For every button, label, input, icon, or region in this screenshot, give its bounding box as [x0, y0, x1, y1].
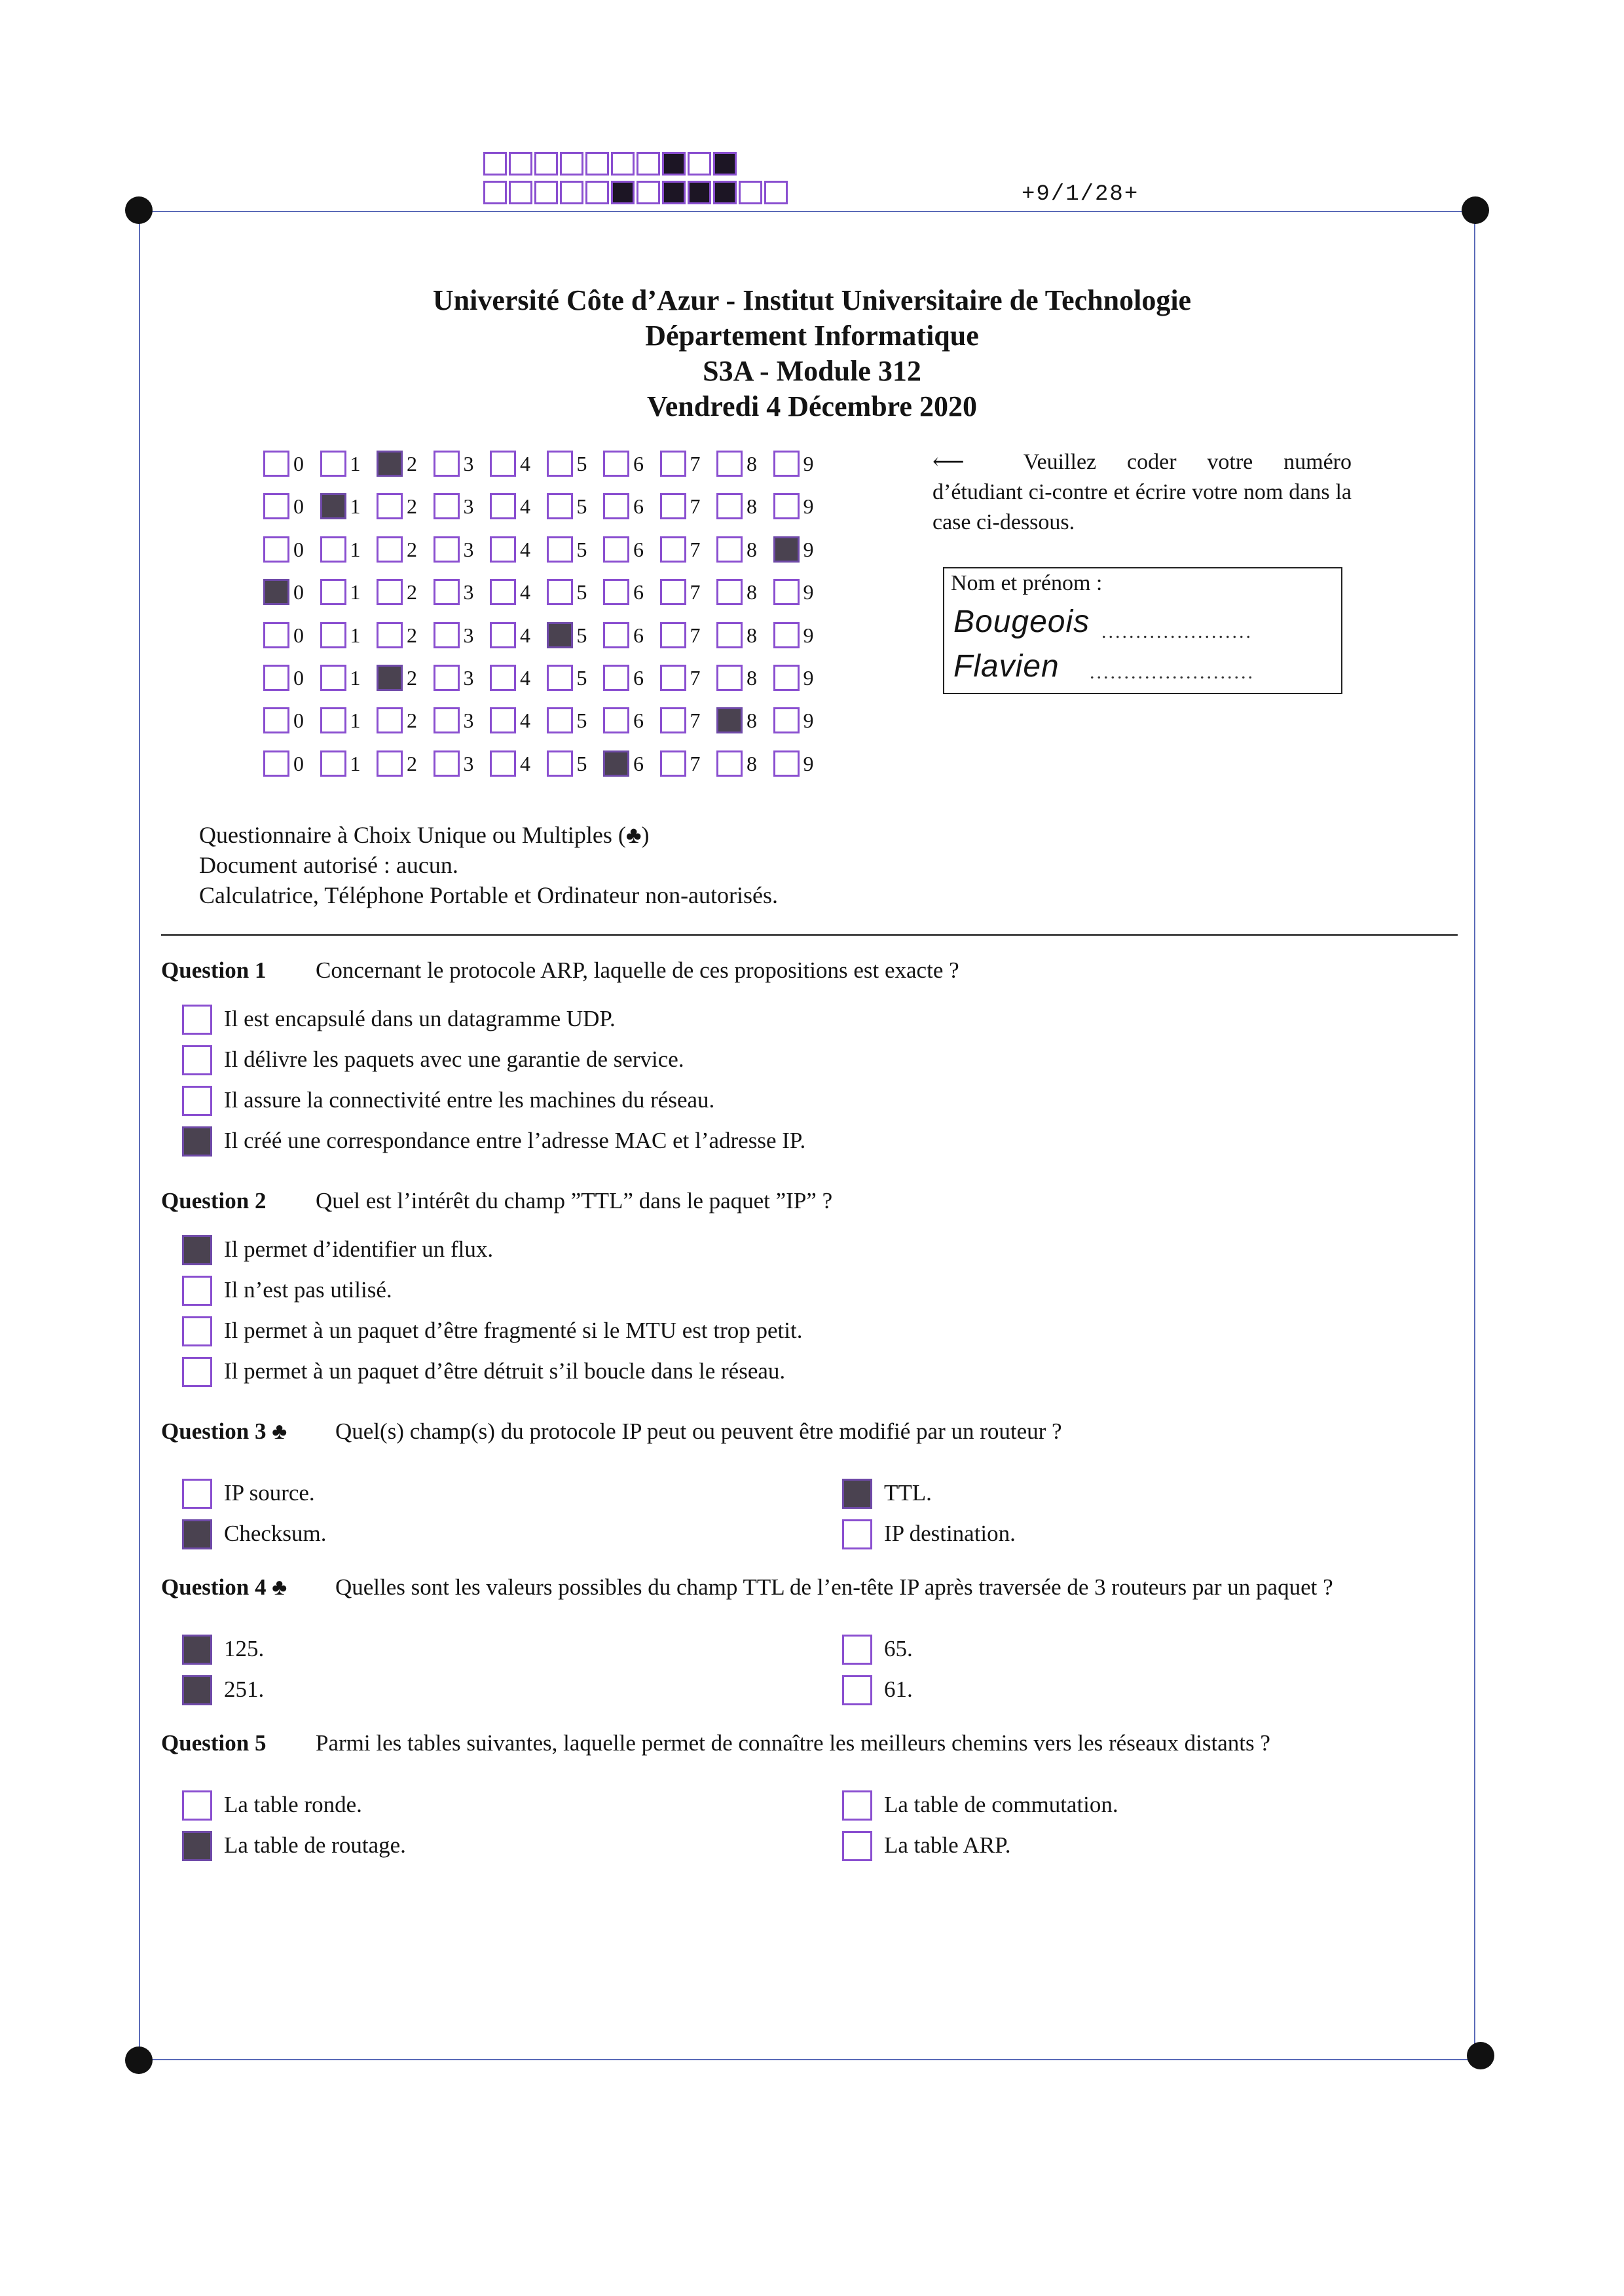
last-name-handwriting: Bougeois [953, 604, 1090, 639]
student-id-digit-label: 4 [520, 666, 530, 690]
binary-code-cell [662, 152, 686, 176]
student-id-digit-box[interactable] [773, 451, 800, 477]
answer-text: Il permet d’identifier un flux. [224, 1236, 494, 1262]
student-id-digit-label: 4 [520, 452, 530, 475]
student-id-digit-box[interactable] [716, 493, 743, 519]
student-id-digit-box[interactable] [773, 622, 800, 648]
student-id-digit-label: 7 [690, 494, 701, 519]
meta-line-3: Calculatrice, Téléphone Portable et Ordinateur non-autorisés. [199, 882, 779, 908]
student-id-digit-label: 9 [803, 494, 814, 519]
student-id-digit-label: 6 [633, 623, 644, 647]
student-id-digit-label: 0 [293, 751, 304, 775]
question-text: Concernant le protocole ARP, laquelle de ces propositions est exacte ? [316, 957, 959, 983]
student-id-digit-label: 6 [633, 709, 644, 733]
student-id-digit-box[interactable] [716, 536, 743, 563]
binary-code-cell [534, 152, 558, 176]
student-id-digit-label: 8 [747, 751, 757, 775]
student-id-digit-box[interactable] [490, 493, 516, 519]
student-id-digit-label: 1 [350, 580, 361, 604]
student-id-digit-box[interactable] [263, 536, 289, 563]
student-id-digit-label: 9 [803, 709, 814, 733]
student-id-digit-label: 4 [520, 537, 530, 561]
registration-mark-top-right [1462, 196, 1489, 224]
student-id-digit-label: 8 [747, 580, 757, 604]
answer-checkbox[interactable] [182, 1675, 212, 1705]
answer-text: La table ARP. [884, 1832, 1011, 1858]
page-code: +9/1/28+ [1022, 182, 1139, 207]
student-id-digit-label: 5 [576, 709, 587, 733]
student-id-digit-box[interactable] [490, 579, 516, 605]
student-id-digit-box[interactable] [660, 750, 686, 777]
student-id-digit-label: 6 [633, 751, 644, 775]
student-id-digit-label: 0 [293, 666, 304, 690]
student-id-digit-box[interactable] [716, 750, 743, 777]
student-id-digit-label: 8 [747, 494, 757, 519]
student-id-digit-label: 3 [463, 666, 474, 690]
question-text: Quel(s) champ(s) du protocole IP peut ou peuvent être modifié par un routeur ? [335, 1418, 1062, 1444]
binary-code-row [483, 181, 790, 204]
student-id-digit-label: 1 [350, 709, 361, 733]
student-id-digit-label: 0 [293, 452, 304, 475]
student-id-digit-label: 7 [690, 452, 701, 475]
student-id-digit-box[interactable] [660, 451, 686, 477]
student-id-digit-label: 1 [350, 452, 361, 475]
student-id-digit-label: 8 [747, 623, 757, 647]
question-label: Question 2 [161, 1188, 267, 1213]
answer-text: Checksum. [224, 1521, 327, 1546]
meta-line-1: Questionnaire à Choix Unique ou Multiples (♣) [199, 822, 650, 848]
student-id-digit-label: 9 [803, 537, 814, 561]
student-id-digit-box[interactable] [434, 536, 460, 563]
answer-text: Il délivre les paquets avec une garantie de service. [224, 1046, 684, 1072]
student-id-digit-box[interactable] [263, 451, 289, 477]
answer-checkbox[interactable] [842, 1635, 872, 1665]
student-id-digit-label: 1 [350, 494, 361, 519]
student-id-digit-label: 5 [576, 494, 587, 519]
student-id-digit-box[interactable] [660, 707, 686, 733]
answer-checkbox[interactable] [182, 1316, 212, 1346]
student-id-digit-box[interactable] [660, 579, 686, 605]
student-id-digit-box[interactable] [434, 622, 460, 648]
student-id-digit-box[interactable] [263, 493, 289, 519]
answer-text: La table de routage. [224, 1832, 406, 1858]
answer-checkbox[interactable] [842, 1479, 872, 1509]
answer-text: 65. [884, 1636, 913, 1661]
header-line-2: Département Informatique [645, 320, 979, 352]
student-id-digit-box[interactable] [377, 536, 403, 563]
meta-line-2: Document autorisé : aucun. [199, 852, 458, 878]
question-text: Parmi les tables suivantes, laquelle permet de connaître les meilleurs chemins vers les réseaux distants ? [316, 1730, 1270, 1756]
student-id-digit-label: 1 [350, 623, 361, 647]
answer-checkbox[interactable] [182, 1357, 212, 1387]
binary-code-cell [585, 152, 609, 176]
student-id-digit-box[interactable] [716, 707, 743, 733]
binary-code-cell [585, 181, 609, 204]
binary-code-cell [560, 181, 583, 204]
student-id-digit-box[interactable] [547, 451, 573, 477]
binary-code-cell [713, 152, 737, 176]
student-id-digit-box[interactable] [263, 579, 289, 605]
student-id-digit-box[interactable] [377, 451, 403, 477]
answer-text: 125. [224, 1636, 265, 1661]
student-id-digit-label: 3 [463, 452, 474, 475]
binary-code-cell [688, 181, 711, 204]
answer-checkbox[interactable] [182, 1126, 212, 1157]
student-id-digit-label: 8 [747, 537, 757, 561]
student-id-digit-box[interactable] [377, 622, 403, 648]
student-id-digit-label: 2 [407, 623, 417, 647]
student-id-digit-label: 2 [407, 709, 417, 733]
question-text: Quel est l’intérêt du champ ”TTL” dans le paquet ”IP” ? [316, 1188, 833, 1213]
instructions [932, 447, 1352, 538]
answer-text: Il est encapsulé dans un datagramme UDP. [224, 1006, 616, 1031]
student-id-digit-label: 7 [690, 580, 701, 604]
student-id-digit-label: 0 [293, 580, 304, 604]
answer-checkbox[interactable] [182, 1005, 212, 1035]
header-line-1: Université Côte d’Azur - Institut Universitaire de Technologie [432, 284, 1192, 316]
student-id-digit-label: 5 [576, 452, 587, 475]
student-id-digit-box[interactable] [320, 579, 346, 605]
answer-text: IP destination. [884, 1521, 1016, 1546]
student-id-digit-box[interactable] [263, 707, 289, 733]
student-id-digit-box[interactable] [716, 665, 743, 691]
student-id-digit-box[interactable] [603, 665, 629, 691]
answer-checkbox[interactable] [842, 1519, 872, 1549]
student-id-digit-label: 3 [463, 580, 474, 604]
student-id-digit-label: 1 [350, 751, 361, 775]
binary-code-cell [662, 181, 686, 204]
binary-code-cell [483, 181, 507, 204]
student-id-digit-box[interactable] [603, 750, 629, 777]
binary-code-cell [764, 181, 788, 204]
student-id-digit-box[interactable] [490, 622, 516, 648]
student-id-digit-label: 5 [576, 666, 587, 690]
answer-checkbox[interactable] [182, 1635, 212, 1665]
student-id-digit-label: 7 [690, 623, 701, 647]
student-id-digit-label: 9 [803, 452, 814, 475]
question-text: Quelles sont les valeurs possibles du champ TTL de l’en-tête IP après traversée de 3 routeurs par un paquet ? [335, 1574, 1333, 1600]
student-id-digit-label: 9 [803, 666, 814, 690]
student-id-digit-label: 5 [576, 537, 587, 561]
answer-checkbox[interactable] [182, 1790, 212, 1821]
answer-text: 61. [884, 1676, 913, 1702]
student-id-digit-label: 8 [747, 666, 757, 690]
binary-code-cell [611, 152, 635, 176]
student-id-digit-box[interactable] [660, 622, 686, 648]
student-id-digit-label: 4 [520, 494, 530, 519]
answer-checkbox[interactable] [182, 1235, 212, 1265]
answer-text: Il assure la connectivité entre les machines du réseau. [224, 1087, 715, 1113]
instructions-text: Veuillez coder votre numéro d’étudiant ci-contre et écrire votre nom dans la case ci-dessous. [932, 450, 1352, 534]
student-id-digit-label: 5 [576, 580, 587, 604]
student-id-digit-box[interactable] [603, 493, 629, 519]
student-id-digit-box[interactable] [377, 665, 403, 691]
student-id-digit-label: 6 [633, 494, 644, 519]
student-id-digit-label: 1 [350, 666, 361, 690]
student-id-digit-label: 4 [520, 623, 530, 647]
answer-checkbox[interactable] [182, 1045, 212, 1075]
student-id-digit-box[interactable] [603, 451, 629, 477]
student-id-digit-label: 6 [633, 666, 644, 690]
student-id-digit-box[interactable] [320, 707, 346, 733]
answer-checkbox[interactable] [182, 1086, 212, 1116]
answer-text: La table ronde. [224, 1792, 362, 1817]
question-label: Question 1 [161, 957, 267, 983]
student-id-digit-label: 5 [576, 623, 587, 647]
student-id-digit-box[interactable] [773, 665, 800, 691]
registration-mark-bottom-right [1467, 2042, 1494, 2069]
student-id-digit-label: 7 [690, 666, 701, 690]
binary-code-cell [509, 181, 532, 204]
student-id-digit-label: 6 [633, 452, 644, 475]
registration-mark-top-left [125, 196, 153, 224]
student-id-digit-box[interactable] [603, 622, 629, 648]
left-arrow-icon: ⟵ [932, 450, 965, 474]
answer-checkbox[interactable] [182, 1519, 212, 1549]
student-id-digit-box[interactable] [603, 579, 629, 605]
student-id-digit-box[interactable] [716, 579, 743, 605]
name-dots-1: ...................... [1101, 621, 1253, 642]
student-id-digit-box[interactable] [773, 579, 800, 605]
student-id-digit-box[interactable] [434, 579, 460, 605]
student-id-digit-box[interactable] [773, 707, 800, 733]
question-label: Question 3 ♣ [161, 1418, 287, 1444]
student-id-digit-label: 3 [463, 494, 474, 519]
student-id-digit-box[interactable] [547, 579, 573, 605]
student-id-digit-box[interactable] [773, 750, 800, 777]
student-id-digit-box[interactable] [320, 536, 346, 563]
student-id-digit-label: 7 [690, 751, 701, 775]
answer-text: TTL. [884, 1480, 932, 1506]
student-id-digit-label: 1 [350, 537, 361, 561]
student-id-digit-box[interactable] [547, 665, 573, 691]
student-id-digit-label: 2 [407, 537, 417, 561]
student-id-digit-label: 2 [407, 452, 417, 475]
student-id-digit-box[interactable] [547, 750, 573, 777]
answer-text: Il n’est pas utilisé. [224, 1277, 392, 1303]
binary-code-cell [739, 181, 762, 204]
answer-text: La table de commutation. [884, 1792, 1118, 1817]
answer-text: Il permet à un paquet d’être détruit s’il boucle dans le réseau. [224, 1358, 786, 1384]
student-id-digit-box[interactable] [434, 750, 460, 777]
binary-code-row [483, 152, 739, 176]
student-id-digit-box[interactable] [490, 451, 516, 477]
student-id-digit-box[interactable] [660, 665, 686, 691]
student-id-digit-label: 5 [576, 751, 587, 775]
student-id-digit-box[interactable] [603, 536, 629, 563]
student-id-digit-label: 9 [803, 580, 814, 604]
student-id-digit-box[interactable] [603, 707, 629, 733]
student-id-digit-box[interactable] [434, 665, 460, 691]
student-id-digit-label: 9 [803, 623, 814, 647]
first-name-handwriting: Flavien [953, 649, 1060, 684]
binary-code-cell [483, 152, 507, 176]
student-id-digit-label: 3 [463, 623, 474, 647]
binary-code-cell [713, 181, 737, 204]
student-id-digit-box[interactable] [434, 707, 460, 733]
student-id-digit-box[interactable] [773, 493, 800, 519]
student-id-digit-box[interactable] [263, 622, 289, 648]
answer-text: IP source. [224, 1480, 315, 1506]
separator-rule [161, 934, 1458, 936]
student-id-digit-box[interactable] [320, 451, 346, 477]
student-id-digit-box[interactable] [263, 665, 289, 691]
answer-checkbox[interactable] [182, 1479, 212, 1509]
binary-code-cell [688, 152, 711, 176]
student-id-digit-label: 3 [463, 709, 474, 733]
student-id-digit-box[interactable] [320, 493, 346, 519]
answer-checkbox[interactable] [842, 1831, 872, 1861]
student-id-digit-box[interactable] [377, 493, 403, 519]
student-id-digit-label: 0 [293, 537, 304, 561]
student-id-digit-box[interactable] [320, 665, 346, 691]
student-id-digit-label: 7 [690, 537, 701, 561]
student-id-digit-label: 6 [633, 537, 644, 561]
student-id-digit-box[interactable] [320, 750, 346, 777]
student-id-digit-box[interactable] [660, 536, 686, 563]
answer-text: Il permet à un paquet d’être fragmenté si le MTU est trop petit. [224, 1318, 803, 1343]
student-id-digit-box[interactable] [434, 451, 460, 477]
student-id-digit-box[interactable] [547, 493, 573, 519]
student-id-digit-box[interactable] [434, 493, 460, 519]
student-id-digit-box[interactable] [490, 707, 516, 733]
student-id-digit-box[interactable] [547, 707, 573, 733]
question-label: Question 5 [161, 1730, 267, 1756]
student-id-digit-box[interactable] [716, 622, 743, 648]
student-id-digit-box[interactable] [716, 451, 743, 477]
student-id-digit-label: 3 [463, 751, 474, 775]
student-id-digit-label: 8 [747, 709, 757, 733]
student-id-digit-box[interactable] [263, 750, 289, 777]
binary-code-cell [637, 181, 660, 204]
student-id-digit-label: 9 [803, 751, 814, 775]
student-id-digit-label: 6 [633, 580, 644, 604]
answer-text: 251. [224, 1676, 265, 1702]
answer-text: Il créé une correspondance entre l’adresse MAC et l’adresse IP. [224, 1128, 806, 1153]
student-id-digit-label: 3 [463, 537, 474, 561]
student-id-digit-label: 2 [407, 666, 417, 690]
student-id-digit-box[interactable] [547, 536, 573, 563]
student-id-digit-label: 8 [747, 452, 757, 475]
student-id-digit-label: 0 [293, 494, 304, 519]
header-line-3: S3A - Module 312 [703, 355, 921, 387]
header-line-4: Vendredi 4 Décembre 2020 [647, 390, 977, 422]
student-id-digit-box[interactable] [320, 622, 346, 648]
student-id-digit-box[interactable] [377, 750, 403, 777]
student-id-digit-box[interactable] [490, 536, 516, 563]
name-box-label: Nom et prénom : [951, 571, 1103, 595]
student-id-digit-label: 2 [407, 494, 417, 519]
student-id-digit-label: 4 [520, 709, 530, 733]
answer-checkbox[interactable] [182, 1831, 212, 1861]
student-id-digit-box[interactable] [773, 536, 800, 563]
student-id-digit-label: 7 [690, 709, 701, 733]
registration-mark-bottom-left [125, 2046, 153, 2074]
student-id-digit-label: 2 [407, 751, 417, 775]
student-id-digit-label: 0 [293, 709, 304, 733]
binary-code-cell [534, 181, 558, 204]
answer-checkbox[interactable] [182, 1276, 212, 1306]
student-id-digit-label: 4 [520, 751, 530, 775]
student-id-digit-label: 0 [293, 623, 304, 647]
binary-code-cell [560, 152, 583, 176]
binary-code-cell [637, 152, 660, 176]
student-id-digit-label: 2 [407, 580, 417, 604]
answer-checkbox[interactable] [842, 1790, 872, 1821]
student-id-digit-box[interactable] [547, 622, 573, 648]
student-id-digit-label: 4 [520, 580, 530, 604]
answer-checkbox[interactable] [842, 1675, 872, 1705]
question-label: Question 4 ♣ [161, 1574, 287, 1600]
student-id-digit-box[interactable] [490, 665, 516, 691]
name-dots-2: ........................ [1090, 661, 1255, 683]
student-id-digit-box[interactable] [660, 493, 686, 519]
student-id-digit-box[interactable] [377, 579, 403, 605]
binary-code-cell [509, 152, 532, 176]
student-id-digit-box[interactable] [490, 750, 516, 777]
binary-code-cell [611, 181, 635, 204]
student-id-digit-box[interactable] [377, 707, 403, 733]
